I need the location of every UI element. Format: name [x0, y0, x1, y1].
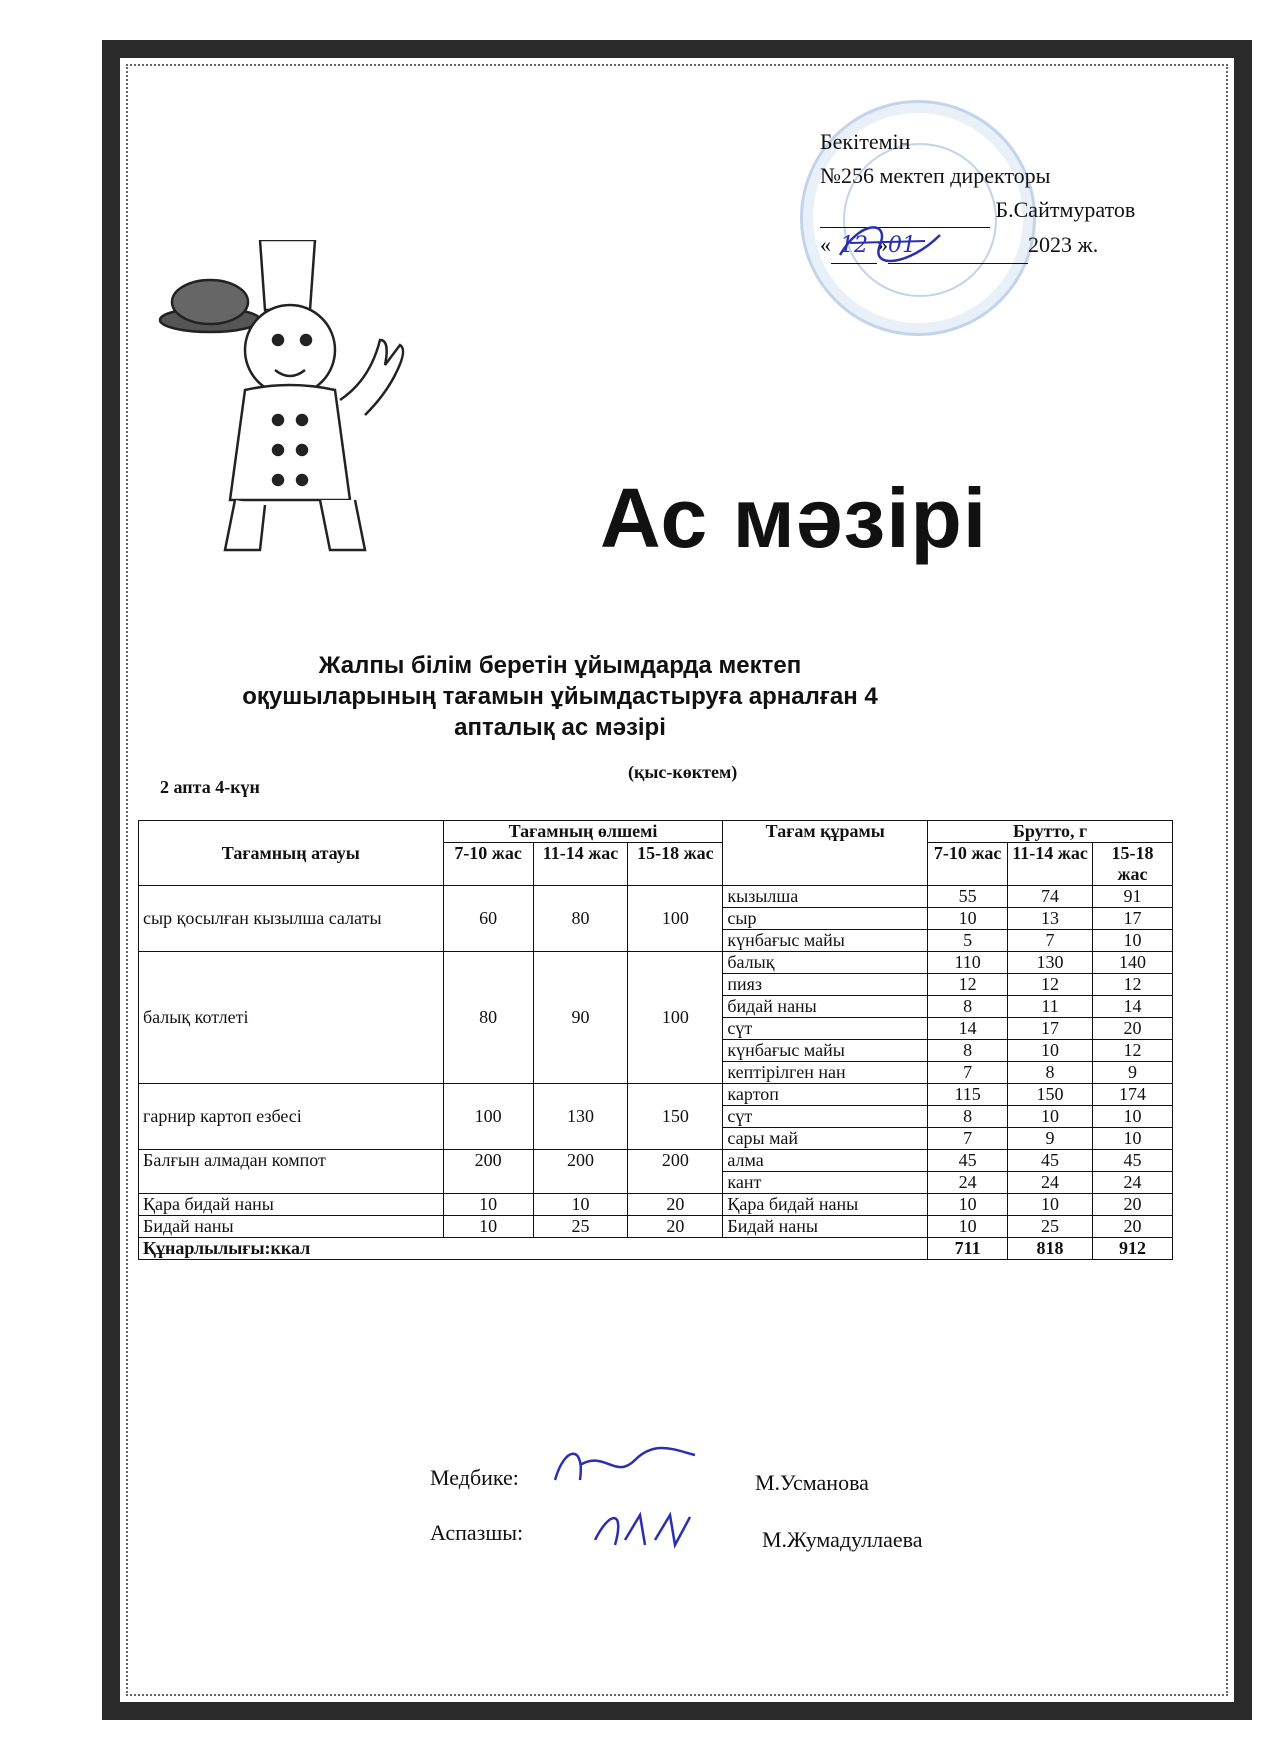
- ingredient-brutto: 150: [1008, 1084, 1093, 1106]
- calorie-value: 818: [1008, 1238, 1093, 1260]
- ingredient-brutto: 20: [1093, 1194, 1173, 1216]
- ingredient-name: кызылша: [723, 886, 928, 908]
- ingredient-brutto: 12: [1093, 1040, 1173, 1062]
- ingredient-brutto: 45: [1008, 1150, 1093, 1172]
- school-director-label: №256 мектеп директоры: [820, 163, 1051, 188]
- ingredient-brutto: 24: [1008, 1172, 1093, 1194]
- ingredient-name: кептірілген нан: [723, 1062, 928, 1084]
- header-brutto: Брутто, г: [928, 821, 1173, 843]
- ingredient-brutto: 91: [1093, 886, 1173, 908]
- portion-size: 80: [443, 952, 533, 1084]
- table-row: [139, 1194, 1173, 1216]
- ingredient-brutto: 10: [1008, 1040, 1093, 1062]
- ingredient-brutto: 7: [928, 1128, 1008, 1150]
- ingredient-brutto: 8: [1008, 1062, 1093, 1084]
- ingredient-name: картоп: [723, 1084, 928, 1106]
- ingredient-brutto: 10: [928, 1194, 1008, 1216]
- approve-label: Бекітемін: [820, 129, 911, 154]
- dish-name: сыр қосылған кызылша салаты: [139, 886, 444, 952]
- ingredient-brutto: 10: [1008, 1106, 1093, 1128]
- chef-illustration: [150, 240, 450, 570]
- ingredient-brutto: 9: [1008, 1128, 1093, 1150]
- ingredient-brutto: 45: [928, 1150, 1008, 1172]
- ingredient-name: сары май: [723, 1128, 928, 1150]
- portion-size: 80: [533, 886, 628, 952]
- ingredient-brutto: 14: [928, 1018, 1008, 1040]
- ingredient-name: Қара бидай наны: [723, 1194, 928, 1216]
- ingredient-name: кант: [723, 1172, 928, 1194]
- portion-size: 200: [533, 1150, 628, 1194]
- ingredient-brutto: 10: [1093, 930, 1173, 952]
- ingredient-brutto: 25: [1008, 1216, 1093, 1238]
- table-row: [139, 1150, 1173, 1172]
- nurse-name: М.Усманова: [755, 1470, 869, 1495]
- ingredient-name: пияз: [723, 974, 928, 996]
- portion-size: 130: [533, 1084, 628, 1150]
- portion-size: 90: [533, 952, 628, 1084]
- portion-size: 10: [443, 1194, 533, 1216]
- calorie-value: 711: [928, 1238, 1008, 1260]
- header-age: 15-18 жас: [628, 843, 723, 886]
- ingredient-name: Бидай наны: [723, 1216, 928, 1238]
- portion-size: 60: [443, 886, 533, 952]
- ingredient-brutto: 14: [1093, 996, 1173, 1018]
- ingredient-brutto: 7: [1008, 930, 1093, 952]
- ingredient-brutto: 130: [1008, 952, 1093, 974]
- table-row: [139, 952, 1173, 974]
- ingredient-brutto: 8: [928, 1040, 1008, 1062]
- ingredient-name: бидай наны: [723, 996, 928, 1018]
- ingredient-name: сүт: [723, 1106, 928, 1128]
- page-title: Ас мәзірі: [600, 471, 988, 565]
- portion-size: 25: [533, 1216, 628, 1238]
- ingredient-brutto: 110: [928, 952, 1008, 974]
- portion-size: 10: [533, 1194, 628, 1216]
- calorie-value: 912: [1093, 1238, 1173, 1260]
- ingredient-name: алма: [723, 1150, 928, 1172]
- header-age: 7-10 жас: [928, 843, 1008, 886]
- ingredient-brutto: 20: [1093, 1018, 1173, 1040]
- header-composition: Тағам құрамы: [723, 821, 928, 886]
- ingredient-name: сүт: [723, 1018, 928, 1040]
- ingredient-brutto: 12: [1093, 974, 1173, 996]
- ingredient-brutto: 5: [928, 930, 1008, 952]
- ingredient-brutto: 10: [1093, 1106, 1173, 1128]
- portion-size: 20: [628, 1194, 723, 1216]
- week-day-label: 2 апта 4-күн: [160, 777, 260, 797]
- ingredient-brutto: 13: [1008, 908, 1093, 930]
- ingredient-brutto: 10: [928, 1216, 1008, 1238]
- season-label: (қыс-көктем): [628, 762, 738, 782]
- header-age: 11-14 жас: [533, 843, 628, 886]
- cook-name: М.Жумадуллаева: [762, 1527, 923, 1552]
- ingredient-brutto: 7: [928, 1062, 1008, 1084]
- table-row: [139, 1216, 1173, 1238]
- portion-size: 100: [628, 886, 723, 952]
- header-dish-name: Тағамның атауы: [139, 821, 444, 886]
- ingredient-brutto: 74: [1008, 886, 1093, 908]
- ingredient-brutto: 24: [928, 1172, 1008, 1194]
- calorie-label: Құнарлылығы:ккал: [139, 1238, 928, 1260]
- portion-size: 200: [628, 1150, 723, 1194]
- ingredient-brutto: 12: [928, 974, 1008, 996]
- ingredient-brutto: 17: [1008, 1018, 1093, 1040]
- ingredient-brutto: 24: [1093, 1172, 1173, 1194]
- cook-label: Аспазшы:: [430, 1520, 524, 1545]
- director-signature: [830, 215, 960, 275]
- dish-name: Балғын алмадан компот: [139, 1150, 444, 1194]
- date-month: 01: [888, 229, 1028, 264]
- ingredient-brutto: 20: [1093, 1216, 1173, 1238]
- ingredient-name: күнбағыс майы: [723, 930, 928, 952]
- header-age: 7-10 жас: [443, 843, 533, 886]
- menu-body: [139, 886, 1173, 1238]
- date-year: 2023 ж.: [1028, 232, 1099, 257]
- ingredient-brutto: 9: [1093, 1062, 1173, 1084]
- ingredient-brutto: 140: [1093, 952, 1173, 974]
- menu-table: [138, 820, 1173, 1260]
- dish-name: Қара бидай наны: [139, 1194, 444, 1216]
- ingredient-brutto: 8: [928, 1106, 1008, 1128]
- director-name: Б.Сайтмуратов: [995, 197, 1136, 222]
- portion-size: 150: [628, 1084, 723, 1150]
- ingredient-brutto: 17: [1093, 908, 1173, 930]
- header-age: 11-14 жас: [1008, 843, 1093, 886]
- ingredient-brutto: 115: [928, 1084, 1008, 1106]
- ingredient-brutto: 8: [928, 996, 1008, 1018]
- calorie-row: [139, 1238, 1173, 1260]
- portion-size: 100: [628, 952, 723, 1084]
- ingredient-name: балық: [723, 952, 928, 974]
- ingredient-brutto: 10: [1093, 1128, 1173, 1150]
- dish-name: Бидай наны: [139, 1216, 444, 1238]
- ingredient-brutto: 174: [1093, 1084, 1173, 1106]
- portion-size: 100: [443, 1084, 533, 1150]
- ingredient-brutto: 55: [928, 886, 1008, 908]
- header-portion: Тағамның өлшемі: [443, 821, 723, 843]
- ingredient-brutto: 11: [1008, 996, 1093, 1018]
- nurse-label: Медбике:: [430, 1465, 519, 1490]
- header-age: 15-18 жас: [1093, 843, 1173, 886]
- ingredient-brutto: 12: [1008, 974, 1093, 996]
- ingredient-name: күнбағыс майы: [723, 1040, 928, 1062]
- table-row: [139, 1084, 1173, 1106]
- nurse-signature: [545, 1440, 705, 1500]
- ingredient-brutto: 10: [1008, 1194, 1093, 1216]
- ingredient-brutto: 10: [928, 908, 1008, 930]
- menu-subtitle: Жалпы білім беретін ұйымдарда мектеп оқушыларының тағамын ұйымдастыруға арналған 4 апталық ас мәзірі: [242, 652, 878, 741]
- ingredient-name: сыр: [723, 908, 928, 930]
- dish-name: гарнир картоп езбесі: [139, 1084, 444, 1150]
- approval-block: Бекітемін №256 мектеп директоры Б.Сайтмуратов « 12 »01 2023 ж.: [820, 125, 1135, 264]
- ingredient-brutto: 45: [1093, 1150, 1173, 1172]
- dish-name: балық котлеті: [139, 952, 444, 1084]
- cook-signature: [585, 1505, 715, 1560]
- portion-size: 200: [443, 1150, 533, 1194]
- date-day: 12: [831, 229, 877, 264]
- portion-size: 20: [628, 1216, 723, 1238]
- portion-size: 10: [443, 1216, 533, 1238]
- table-row: [139, 886, 1173, 908]
